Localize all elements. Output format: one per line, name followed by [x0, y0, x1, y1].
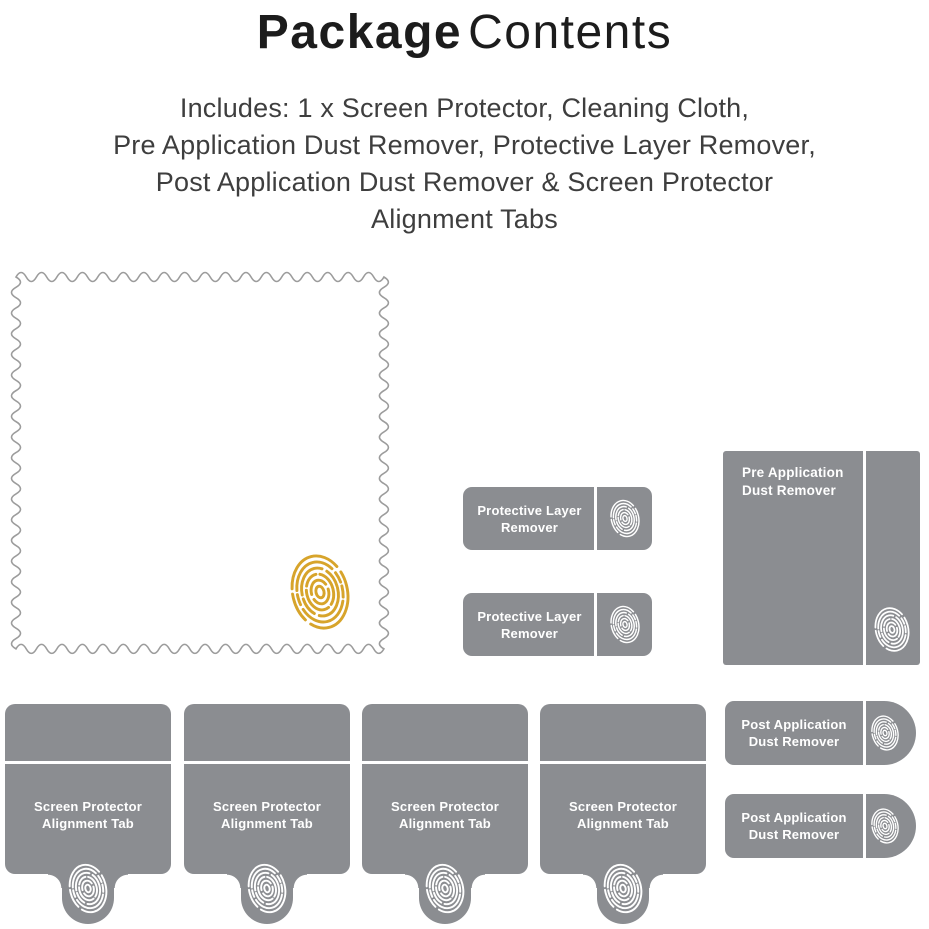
title-word-contents: Contents: [468, 6, 673, 59]
item-label: [725, 794, 863, 858]
tongue-fillet-left: [405, 874, 419, 888]
item-label: [742, 464, 844, 500]
label-line: Dust Remover: [748, 827, 840, 842]
label-line: Alignment Tab: [399, 816, 491, 831]
label-line: Remover: [500, 625, 559, 641]
subtitle-line: Pre Application Dust Remover, Protective Layer Remover,: [113, 130, 816, 160]
label-line: Screen Protector: [213, 799, 321, 814]
subtitle-line: Post Application Dust Remover & Screen Protector: [155, 167, 774, 197]
label-line: Post Application: [741, 717, 847, 732]
subtitle-line: Includes: 1 x Screen Protector, Cleaning Cloth,: [179, 93, 750, 123]
screen-protector-alignment-tab-1: [5, 704, 171, 924]
protective-layer-remover-tab-1: [463, 487, 652, 550]
fingerprint-icon: [870, 711, 900, 755]
tongue-fillet-left: [227, 874, 241, 888]
divider-line: [184, 761, 350, 764]
fingerprint-icon: [609, 496, 641, 541]
post-application-dust-remover-tab-2: [725, 794, 916, 858]
protective-layer-remover-tab-2: [463, 593, 652, 656]
title-word-package: Package: [256, 6, 463, 59]
fingerprint-icon: [602, 860, 644, 917]
item-label: [463, 487, 596, 550]
label-line: Screen Protector: [34, 799, 142, 814]
fingerprint-icon: [67, 860, 109, 917]
subtitle-line: Alignment Tabs: [371, 204, 558, 234]
divider-line: [540, 761, 706, 764]
label-line: Remover: [500, 519, 559, 535]
label-line: Alignment Tab: [577, 816, 669, 831]
divider-line: [594, 593, 597, 656]
label-line: Protective Layer: [477, 502, 582, 518]
label-line: Alignment Tab: [42, 816, 134, 831]
item-label: [5, 798, 171, 832]
label-line: Screen Protector: [391, 799, 499, 814]
fingerprint-icon: [424, 860, 466, 917]
page-title: [0, 2, 929, 64]
label-line: Dust Remover: [742, 483, 836, 498]
label-line: Screen Protector: [569, 799, 677, 814]
screen-protector-alignment-tab-2: [184, 704, 350, 924]
item-label: [362, 798, 528, 832]
label-line: Dust Remover: [748, 734, 840, 749]
item-label: [540, 798, 706, 832]
label-line: Post Application: [741, 810, 847, 825]
label-line: Protective Layer: [477, 608, 582, 624]
divider-line: [5, 761, 171, 764]
alignment-tab-body: [362, 704, 528, 874]
subtitle: [0, 90, 929, 238]
tongue-fillet-right: [293, 874, 307, 888]
cleaning-cloth: [7, 268, 393, 658]
label-line: Alignment Tab: [221, 816, 313, 831]
alignment-tab-body: [540, 704, 706, 874]
gold-fingerprint-icon: [288, 546, 352, 638]
divider-line: [594, 487, 597, 550]
alignment-tab-body: [184, 704, 350, 874]
tongue-fillet-right: [471, 874, 485, 888]
fingerprint-icon: [246, 860, 288, 917]
tongue-fillet-right: [114, 874, 128, 888]
fingerprint-icon: [870, 804, 900, 848]
fingerprint-icon: [873, 603, 911, 656]
item-label: [725, 701, 863, 765]
item-label: [463, 593, 596, 656]
post-application-dust-remover-tab-1: [725, 701, 916, 765]
screen-protector-alignment-tab-4: [540, 704, 706, 924]
tongue-fillet-right: [649, 874, 663, 888]
alignment-tab-body: [5, 704, 171, 874]
tongue-fillet-left: [48, 874, 62, 888]
divider-line: [863, 701, 866, 765]
divider-line: [863, 794, 866, 858]
divider-line: [863, 451, 866, 665]
pre-application-dust-remover: [723, 451, 920, 665]
label-line: Pre Application: [742, 465, 844, 480]
item-label: [184, 798, 350, 832]
fingerprint-icon: [609, 602, 641, 647]
tongue-fillet-left: [583, 874, 597, 888]
screen-protector-alignment-tab-3: [362, 704, 528, 924]
divider-line: [362, 761, 528, 764]
